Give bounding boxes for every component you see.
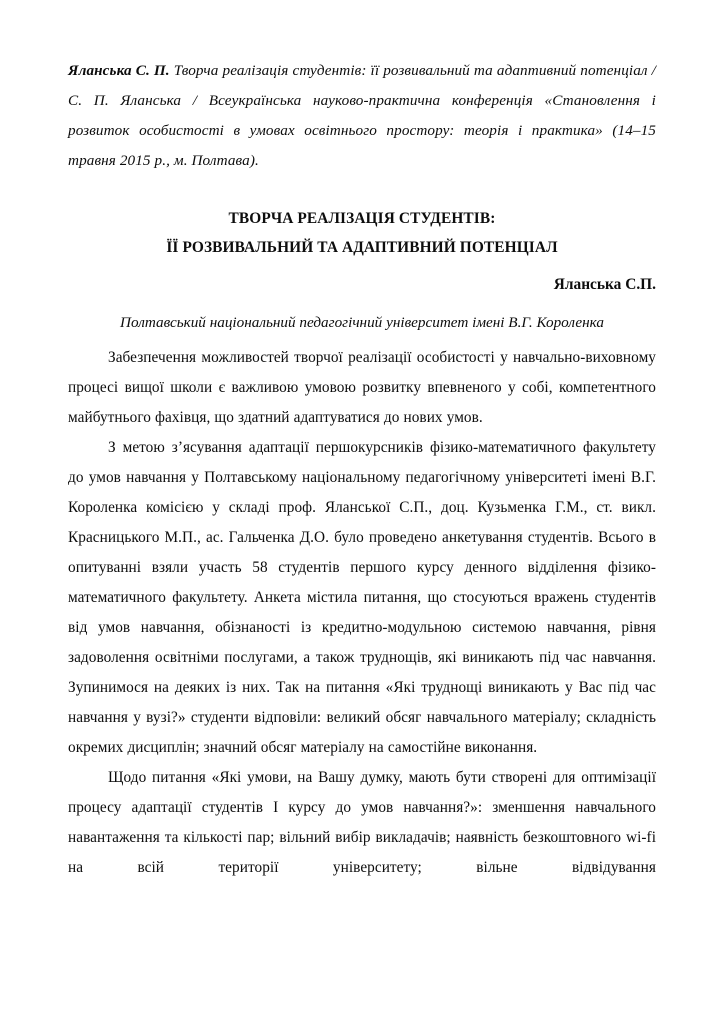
author-byline: Яланська С.П. (553, 276, 656, 293)
citation-body: Творча реалізація студентів: її розвивальний та адаптивний потенціал / С. П. Яланська / Всеукраїнська науково-практична конференція «Становлення і розвиток особистості в умовах освітнього простору: теорія і практика» (14–15 травня 2015 р., м. Полтава). (68, 62, 656, 169)
paragraph-3: Щодо питання «Які умови, на Вашу думку, мають бути створені для оптимізації процесу адаптації студентів I курсу до умов навчання?»: зменшення навчального навантаження та кількості пар; вільний вибір викладачів; наявність безкоштовного wi-fi на всій території університету; вільне відвідування (68, 769, 656, 876)
page-title-line-1: ТВОРЧА РЕАЛІЗАЦІЯ СТУДЕНТІВ: (228, 210, 496, 227)
citation-author: Яланська С. П. (68, 62, 170, 79)
citation-header (68, 56, 656, 176)
paragraph-1: Забезпечення можливостей творчої реалізації особистості у навчально-виховному процесі вищої школи є важливою умовою розвитку впевненого у собі, компетентного майбутнього фахівця, що здатний адаптуватися до нових умов. (68, 349, 656, 426)
page-content (68, 56, 656, 883)
body-text (68, 343, 656, 883)
paragraph-2: З метою з’ясування адаптації першокурсників фізико-математичного факультету до умов навчання у Полтавському національному педагогічному університеті імені В.Г. Короленка комісією у складі проф. Яланської С.П., доц. Кузьменка Г.М., ст. викл. Красницького М.П., ас. Гальченка Д.О. було проведено анкетування студентів. Всього в опитуванні взяли участь 58 студентів першого курсу денного відділення фізико-математичного факультету. Анкета містила питання, що стосуються вражень студентів від умов навчання, обізнаності із кредитно-модульною системою навчання, рівня задоволення освітніми послугами, а також труднощів, які виникають під час навчання. Зупинимося на деяких із них. Так на питання «Які труднощі виникають у Вас під час навчання у вузі?» студенти відповіли: великий обсяг навчального матеріалу; складність окремих дисциплін; значний обсяг матеріалу на самостійне виконання. (68, 439, 656, 756)
affiliation-line: Полтавський національний педагогічний університет імені В.Г. Короленка (120, 314, 604, 331)
title-block (68, 204, 656, 337)
page-title-line-2: ЇЇ РОЗВИВАЛЬНИЙ ТА АДАПТИВНИЙ ПОТЕНЦІАЛ (166, 239, 558, 256)
